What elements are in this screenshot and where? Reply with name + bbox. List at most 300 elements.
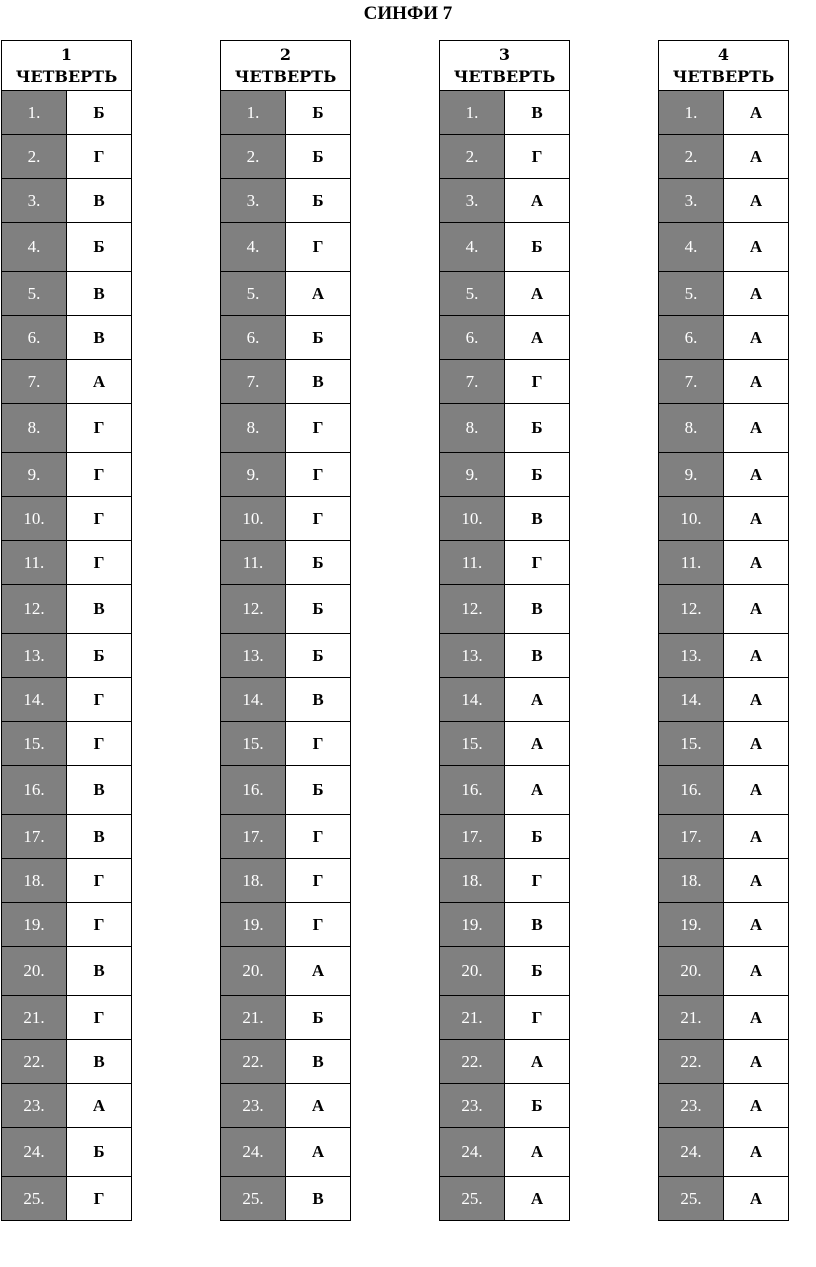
question-number: 13. [221, 634, 286, 678]
answer-row [440, 497, 570, 541]
question-number: 6. [659, 316, 724, 360]
answer-letter: А [724, 179, 789, 223]
question-number: 2. [2, 135, 67, 179]
answer-letter: В [67, 585, 132, 634]
question-number: 15. [659, 722, 724, 766]
question-number: 18. [440, 859, 505, 903]
answer-row [440, 316, 570, 360]
answer-row [440, 766, 570, 815]
answer-letter: А [724, 223, 789, 272]
answer-letter: Г [67, 404, 132, 453]
answer-row [659, 678, 789, 722]
answer-row [659, 91, 789, 135]
answer-letter: Г [286, 223, 351, 272]
question-number: 15. [440, 722, 505, 766]
question-number: 4. [2, 223, 67, 272]
answer-letter: Г [67, 903, 132, 947]
answer-letter: Б [67, 634, 132, 678]
answer-row [2, 316, 132, 360]
question-number: 10. [2, 497, 67, 541]
answer-row [440, 947, 570, 996]
answer-row [659, 272, 789, 316]
answer-letter: А [724, 404, 789, 453]
answer-letter: Б [67, 1128, 132, 1177]
answer-letter: Б [286, 634, 351, 678]
answer-letter: В [505, 91, 570, 135]
quarter-table-4 [658, 40, 789, 1221]
question-number: 8. [440, 404, 505, 453]
answer-row [659, 497, 789, 541]
answer-letter: В [67, 947, 132, 996]
answer-letter: Г [67, 541, 132, 585]
question-number: 16. [659, 766, 724, 815]
answer-row [2, 859, 132, 903]
answer-letter: А [724, 766, 789, 815]
answer-letter: Б [505, 223, 570, 272]
answer-row [221, 316, 351, 360]
answer-letter: А [724, 815, 789, 859]
question-number: 17. [221, 815, 286, 859]
answer-letter: Б [286, 316, 351, 360]
answer-letter: Б [505, 947, 570, 996]
answer-row [659, 1084, 789, 1128]
answer-row [440, 404, 570, 453]
question-number: 24. [659, 1128, 724, 1177]
answer-row [440, 815, 570, 859]
answer-letter: В [286, 360, 351, 404]
answer-letter: А [724, 453, 789, 497]
answer-letter: Б [505, 453, 570, 497]
answer-row [2, 903, 132, 947]
answer-row [2, 1084, 132, 1128]
answer-row [2, 1040, 132, 1084]
question-number: 2. [221, 135, 286, 179]
answer-letter: Г [505, 996, 570, 1040]
quarter-header [440, 41, 570, 91]
answer-row [221, 815, 351, 859]
answer-letter: Г [67, 453, 132, 497]
answer-letter: А [505, 179, 570, 223]
question-number: 19. [659, 903, 724, 947]
quarter-header [659, 41, 789, 91]
question-number: 5. [659, 272, 724, 316]
quarter-number: 3 [498, 44, 511, 64]
question-number: 1. [221, 91, 286, 135]
question-number: 19. [440, 903, 505, 947]
answer-row [221, 135, 351, 179]
answer-letter: В [67, 766, 132, 815]
question-number: 1. [440, 91, 505, 135]
question-number: 18. [221, 859, 286, 903]
question-number: 10. [221, 497, 286, 541]
question-number: 9. [221, 453, 286, 497]
answer-row [659, 404, 789, 453]
answer-row [659, 722, 789, 766]
question-number: 14. [659, 678, 724, 722]
question-number: 25. [221, 1177, 286, 1221]
question-number: 13. [2, 634, 67, 678]
question-number: 25. [659, 1177, 724, 1221]
question-number: 11. [221, 541, 286, 585]
answer-letter: Г [286, 859, 351, 903]
answer-letter: Г [286, 903, 351, 947]
question-number: 6. [2, 316, 67, 360]
question-number: 7. [659, 360, 724, 404]
answer-letter: Б [505, 815, 570, 859]
answer-letter: А [724, 541, 789, 585]
answer-letter: В [67, 815, 132, 859]
answer-row [221, 360, 351, 404]
answer-letter: А [724, 1177, 789, 1221]
answer-letter: Г [67, 996, 132, 1040]
question-number: 9. [2, 453, 67, 497]
answer-letter: Г [286, 404, 351, 453]
question-number: 1. [659, 91, 724, 135]
question-number: 25. [2, 1177, 67, 1221]
answer-row [440, 453, 570, 497]
question-number: 12. [440, 585, 505, 634]
question-number: 21. [2, 996, 67, 1040]
question-number: 3. [440, 179, 505, 223]
answer-letter: Г [67, 859, 132, 903]
answer-row [2, 1177, 132, 1221]
quarter-table-3 [439, 40, 570, 1221]
answer-row [221, 453, 351, 497]
question-number: 8. [659, 404, 724, 453]
answer-row [221, 1084, 351, 1128]
answer-letter: А [505, 316, 570, 360]
question-number: 4. [659, 223, 724, 272]
answer-row [221, 1128, 351, 1177]
answer-row [440, 678, 570, 722]
quarter-label: ЧЕТВЕРТЬ [234, 66, 337, 86]
question-number: 20. [659, 947, 724, 996]
question-number: 16. [2, 766, 67, 815]
answer-letter: Б [286, 996, 351, 1040]
answer-letter: В [505, 585, 570, 634]
answer-letter: А [724, 135, 789, 179]
question-number: 9. [659, 453, 724, 497]
question-number: 25. [440, 1177, 505, 1221]
answer-row [2, 223, 132, 272]
answer-letter: Г [505, 135, 570, 179]
question-number: 4. [440, 223, 505, 272]
question-number: 6. [440, 316, 505, 360]
question-number: 5. [2, 272, 67, 316]
answer-letter: В [505, 497, 570, 541]
question-number: 10. [659, 497, 724, 541]
question-number: 1. [2, 91, 67, 135]
answer-letter: Г [286, 722, 351, 766]
answer-row [659, 360, 789, 404]
question-number: 11. [440, 541, 505, 585]
question-number: 12. [659, 585, 724, 634]
answer-row [659, 1177, 789, 1221]
answer-row [440, 1084, 570, 1128]
answer-row [440, 859, 570, 903]
answer-letter: А [505, 1040, 570, 1084]
answer-row [2, 541, 132, 585]
answer-row [440, 179, 570, 223]
answer-row [659, 135, 789, 179]
answer-letter: А [505, 272, 570, 316]
answer-letter: Б [505, 1084, 570, 1128]
question-number: 23. [2, 1084, 67, 1128]
answer-letter: Г [67, 497, 132, 541]
question-number: 8. [221, 404, 286, 453]
answer-letter: А [724, 903, 789, 947]
answer-letter: А [724, 996, 789, 1040]
answer-letter: А [505, 1177, 570, 1221]
answer-letter: В [67, 272, 132, 316]
question-number: 23. [440, 1084, 505, 1128]
question-number: 14. [440, 678, 505, 722]
answer-row [2, 360, 132, 404]
answer-row [221, 722, 351, 766]
answer-row [659, 223, 789, 272]
answer-letter: А [286, 947, 351, 996]
answer-letter: А [724, 1128, 789, 1177]
question-number: 21. [659, 996, 724, 1040]
answer-letter: А [67, 1084, 132, 1128]
answer-row [659, 947, 789, 996]
answer-row [2, 179, 132, 223]
answer-row [440, 360, 570, 404]
answer-row [221, 634, 351, 678]
answer-row [659, 179, 789, 223]
answer-row [440, 541, 570, 585]
answer-row [221, 585, 351, 634]
quarter-label: ЧЕТВЕРТЬ [672, 66, 775, 86]
answer-letter: А [724, 272, 789, 316]
answer-row [440, 272, 570, 316]
answer-letter: В [67, 1040, 132, 1084]
page-title: СИНФИ 7 [363, 3, 453, 24]
answer-letter: Б [286, 541, 351, 585]
answer-row [221, 179, 351, 223]
answer-row [440, 135, 570, 179]
quarter-table-1 [1, 40, 132, 1221]
answer-row [440, 1177, 570, 1221]
answer-row [659, 634, 789, 678]
question-number: 23. [221, 1084, 286, 1128]
answer-row [221, 541, 351, 585]
answer-letter: А [286, 1084, 351, 1128]
answer-row [659, 766, 789, 815]
quarter-header [221, 41, 351, 91]
question-number: 24. [440, 1128, 505, 1177]
question-number: 5. [221, 272, 286, 316]
question-number: 16. [440, 766, 505, 815]
question-number: 7. [221, 360, 286, 404]
answer-row [659, 1128, 789, 1177]
answer-row [2, 947, 132, 996]
answer-row [2, 766, 132, 815]
answer-letter: Г [67, 722, 132, 766]
answer-row [440, 634, 570, 678]
answer-letter: Б [286, 585, 351, 634]
answer-letter: Г [67, 1177, 132, 1221]
answer-row [659, 859, 789, 903]
question-number: 20. [440, 947, 505, 996]
answer-letter: Б [286, 135, 351, 179]
answer-letter: А [724, 947, 789, 996]
question-number: 11. [2, 541, 67, 585]
answer-letter: В [286, 678, 351, 722]
answer-row [221, 903, 351, 947]
question-number: 20. [2, 947, 67, 996]
question-number: 19. [2, 903, 67, 947]
answer-letter: А [724, 360, 789, 404]
answer-row [440, 585, 570, 634]
answer-row [2, 1128, 132, 1177]
answer-letter: Г [286, 497, 351, 541]
question-number: 20. [221, 947, 286, 996]
question-number: 12. [221, 585, 286, 634]
answer-letter: В [286, 1040, 351, 1084]
answer-letter: А [286, 1128, 351, 1177]
question-number: 15. [221, 722, 286, 766]
answer-letter: Г [67, 135, 132, 179]
answer-letter: Г [286, 815, 351, 859]
question-number: 5. [440, 272, 505, 316]
answer-row [440, 1128, 570, 1177]
question-number: 7. [2, 360, 67, 404]
answer-row [2, 497, 132, 541]
answer-row [2, 453, 132, 497]
answer-row [221, 859, 351, 903]
answer-row [440, 223, 570, 272]
answer-row [2, 272, 132, 316]
answer-letter: Г [505, 541, 570, 585]
answer-row [659, 585, 789, 634]
answer-row [659, 815, 789, 859]
question-number: 12. [2, 585, 67, 634]
answer-letter: А [724, 1040, 789, 1084]
answer-letter: Г [505, 360, 570, 404]
answer-letter: А [724, 91, 789, 135]
question-number: 15. [2, 722, 67, 766]
answer-letter: В [505, 903, 570, 947]
question-number: 8. [2, 404, 67, 453]
quarter-number: 4 [717, 44, 730, 64]
answer-row [221, 678, 351, 722]
question-number: 14. [221, 678, 286, 722]
answer-letter: А [505, 722, 570, 766]
answer-row [221, 497, 351, 541]
answer-row [659, 453, 789, 497]
question-number: 2. [440, 135, 505, 179]
question-number: 14. [2, 678, 67, 722]
answer-row [221, 996, 351, 1040]
answer-letter: В [505, 634, 570, 678]
answer-letter: Б [286, 766, 351, 815]
question-number: 11. [659, 541, 724, 585]
answer-letter: В [286, 1177, 351, 1221]
answer-row [2, 678, 132, 722]
answer-row [2, 634, 132, 678]
question-number: 18. [659, 859, 724, 903]
answer-row [659, 541, 789, 585]
answer-letter: Б [505, 404, 570, 453]
answer-row [221, 223, 351, 272]
answer-row [2, 404, 132, 453]
answer-letter: А [67, 360, 132, 404]
answer-row [440, 1040, 570, 1084]
question-number: 24. [2, 1128, 67, 1177]
question-number: 6. [221, 316, 286, 360]
answer-row [221, 1040, 351, 1084]
answer-letter: В [67, 316, 132, 360]
answer-letter: Б [67, 91, 132, 135]
answer-row [221, 947, 351, 996]
answer-letter: Б [286, 91, 351, 135]
answer-row [659, 996, 789, 1040]
question-number: 22. [440, 1040, 505, 1084]
question-number: 10. [440, 497, 505, 541]
answer-row [221, 272, 351, 316]
answer-row [440, 91, 570, 135]
answer-row [221, 404, 351, 453]
answer-row [2, 91, 132, 135]
answer-row [2, 815, 132, 859]
answer-row [221, 766, 351, 815]
question-number: 18. [2, 859, 67, 903]
quarter-label: ЧЕТВЕРТЬ [453, 66, 556, 86]
answer-row [221, 1177, 351, 1221]
answer-letter: А [724, 859, 789, 903]
question-number: 21. [440, 996, 505, 1040]
question-number: 4. [221, 223, 286, 272]
answer-letter: Б [286, 179, 351, 223]
question-number: 22. [659, 1040, 724, 1084]
answer-row [659, 316, 789, 360]
answer-letter: А [286, 272, 351, 316]
answer-row [659, 1040, 789, 1084]
answer-letter: А [505, 766, 570, 815]
quarter-table-2 [220, 40, 351, 1221]
answer-row [440, 903, 570, 947]
answer-letter: А [724, 585, 789, 634]
question-number: 17. [2, 815, 67, 859]
answer-letter: А [724, 497, 789, 541]
answer-letter: В [67, 179, 132, 223]
answer-letter: Г [286, 453, 351, 497]
answer-row [440, 722, 570, 766]
answer-letter: А [724, 722, 789, 766]
answer-row [2, 135, 132, 179]
answer-row [2, 585, 132, 634]
answer-letter: А [724, 1084, 789, 1128]
question-number: 3. [221, 179, 286, 223]
question-number: 24. [221, 1128, 286, 1177]
question-number: 13. [440, 634, 505, 678]
question-number: 22. [221, 1040, 286, 1084]
quarter-number: 2 [279, 44, 292, 64]
answer-letter: А [724, 634, 789, 678]
answer-row [221, 91, 351, 135]
quarter-header [2, 41, 132, 91]
quarter-label: ЧЕТВЕРТЬ [15, 66, 118, 86]
question-number: 19. [221, 903, 286, 947]
question-number: 13. [659, 634, 724, 678]
question-number: 22. [2, 1040, 67, 1084]
answer-letter: А [505, 678, 570, 722]
answer-letter: А [724, 678, 789, 722]
answer-row [2, 722, 132, 766]
quarter-number: 1 [60, 44, 73, 64]
answer-letter: А [724, 316, 789, 360]
